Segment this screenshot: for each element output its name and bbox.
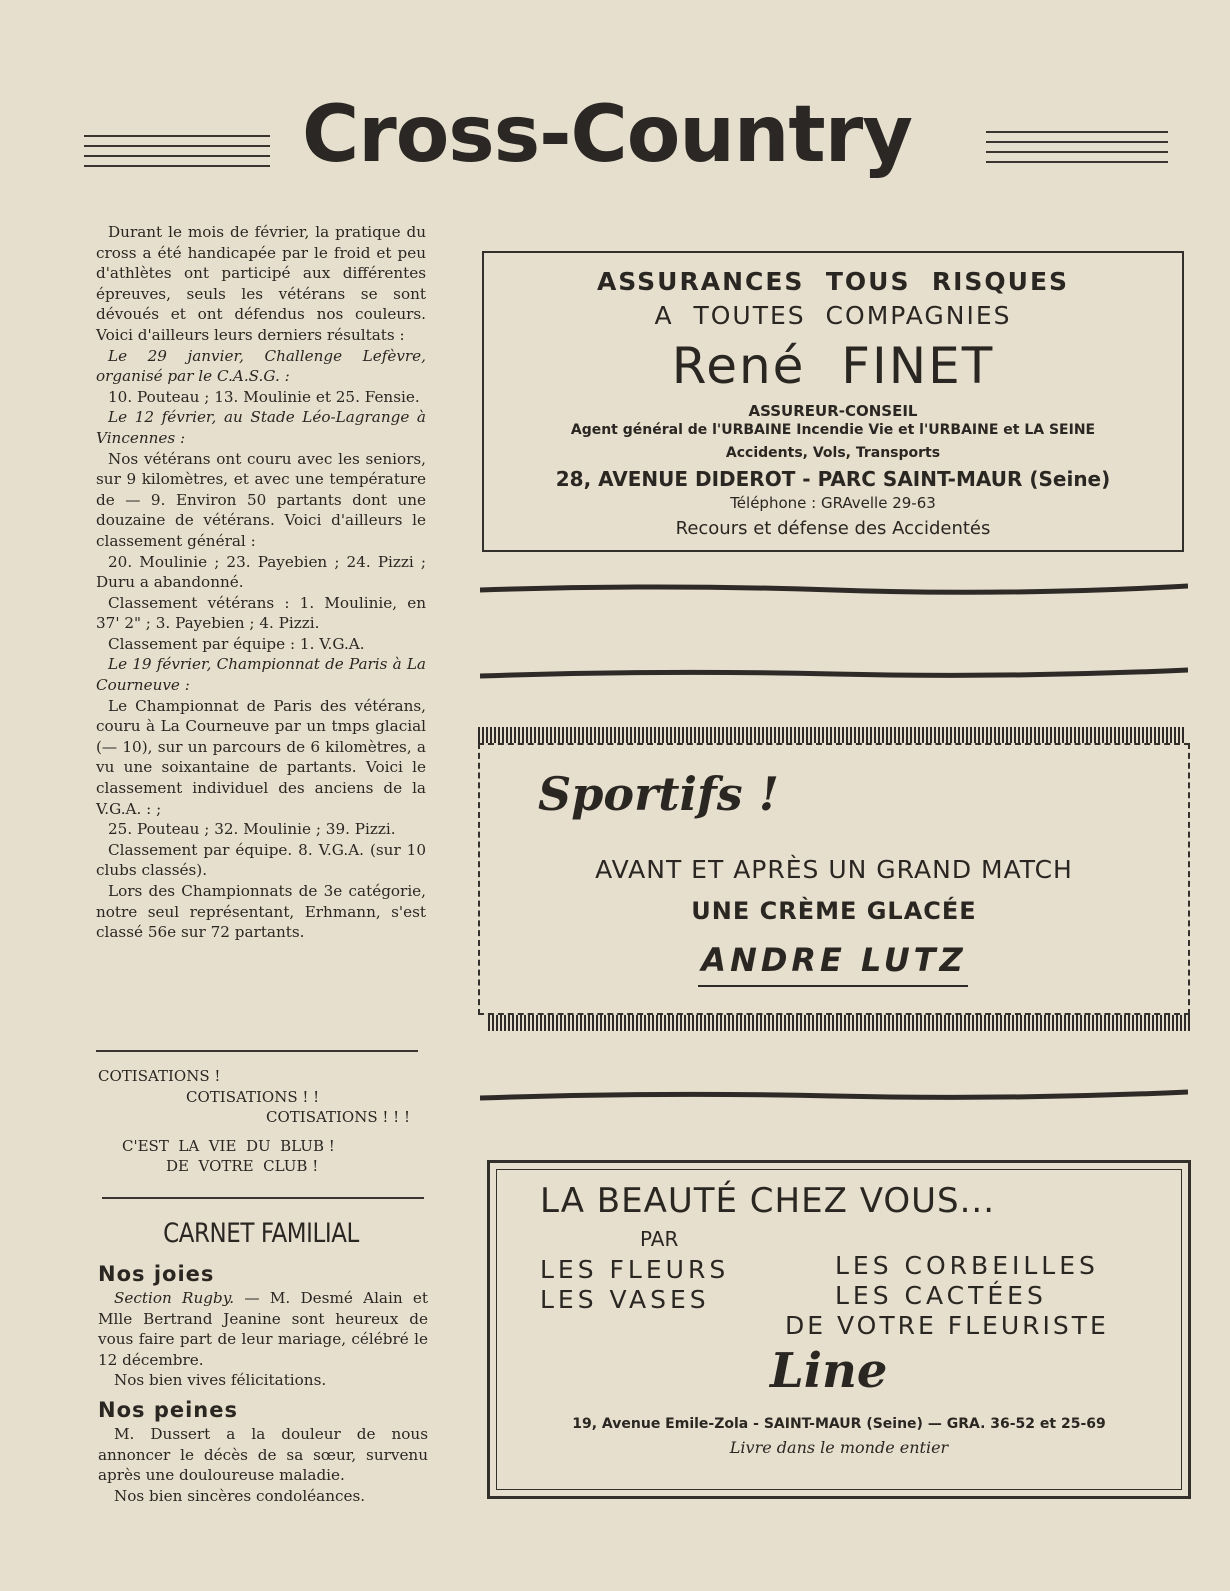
article-paragraph: Lors des Championnats de 3e catégorie, notre seul représentant, Erhmann, s'est classé 56e sur 72 partants.	[96, 882, 426, 942]
ad-lutz-line2: UNE CRÈME GLACÉE	[691, 897, 977, 925]
cotisations-line: COTISATIONS !	[98, 1067, 221, 1085]
joies-body: — M. Desmé Alain et Mlle Bertrand Jeanine sont heureux de vous faire part de leur mariage, célébré le 12 décembre.	[98, 1289, 428, 1369]
joies-text: Section Rugby. — M. Desmé Alain et Mlle Bertrand Jeanine sont heureux de vous faire part de leur mariage, célébré le 12 décembre. Nos bien vives félicitations.	[98, 1289, 428, 1390]
carnet-title: CARNET FAMILIAL	[163, 1218, 359, 1249]
ad-lutz-underline	[698, 985, 968, 987]
ad-line	[487, 1160, 1191, 1499]
ad-line-headline: LA BEAUTÉ CHEZ VOUS...	[540, 1181, 996, 1221]
ad-line-vases: LES VASES	[540, 1285, 710, 1314]
article-paragraph: 10. Pouteau ; 13. Moulinie et 25. Fensie.	[108, 387, 420, 406]
article-paragraph: Classement par équipe. 8. V.G.A. (sur 10 clubs classés).	[96, 840, 426, 880]
ad-line-fleuriste: DE VOTRE FLEURISTE	[785, 1311, 1109, 1340]
ad-lutz-border-top	[478, 727, 1186, 743]
title-rule-left	[84, 135, 270, 175]
ad-finet-address: 28, AVENUE DIDEROT - PARC SAINT-MAUR (Seine)	[555, 467, 1111, 491]
article-paragraph: Durant le mois de février, la pratique du cross a été handicapée par le froid et peu d'athlètes ont participé aux différentes épreuves, seuls les vétérans se sont dévoués et ont défendus nos couleurs. Voici d'ailleurs leurs derniers résultats :	[96, 223, 426, 344]
ad-line-corbeilles: LES CORBEILLES	[835, 1251, 1099, 1280]
article-paragraph: Le 29 janvier, Challenge Lefèvre, organisé par le C.A.S.G. :	[96, 346, 426, 386]
article-body	[96, 222, 426, 943]
ad-lutz	[478, 743, 1190, 1015]
peines-body: M. Dussert a la douleur de nous annoncer le décès de sa sœur, survenu après une douloureuse maladie.	[98, 1425, 428, 1485]
joies-congrats: Nos bien vives félicitations.	[114, 1371, 327, 1390]
wavy-divider	[480, 580, 1188, 600]
cotisations-block	[98, 1066, 428, 1177]
ad-finet-phone: Téléphone : GRAvelle 29-63	[730, 494, 936, 512]
ad-finet-agent: Agent général de l'URBAINE Incendie Vie et l'URBAINE et LA SEINE	[570, 422, 1096, 438]
peines-heading: Nos peines	[98, 1398, 238, 1422]
article-paragraph: Le 12 février, au Stade Léo-Lagrange à Vincennes :	[96, 408, 426, 447]
wavy-divider	[480, 664, 1188, 684]
ad-line-brand: Line	[770, 1343, 888, 1399]
article-paragraph: Classement vétérans : 1. Moulinie, en 37' 2" ; 3. Payebien ; 4. Pizzi.	[96, 593, 426, 633]
cotisations-line: COTISATIONS ! ! !	[266, 1108, 411, 1127]
ad-finet-role: ASSUREUR-CONSEIL	[748, 402, 918, 420]
ad-finet-types: Accidents, Vols, Transports	[725, 445, 941, 461]
article-paragraph: 20. Moulinie ; 23. Payebien ; 24. Pizzi ; Duru a abandonné.	[96, 552, 426, 592]
cotisations-line: DE VOTRE CLUB !	[166, 1157, 319, 1176]
article-paragraph: Nos vétérans ont couru avec les seniors, sur 9 kilomètres, et avec une température de — 9. Environ 50 partants dont une douzaine de vétérans. Voici d'ailleurs le classement général :	[96, 449, 426, 550]
ad-line-fleurs: LES FLEURS	[540, 1255, 730, 1284]
peines-text	[98, 1424, 428, 1506]
ad-line-address: 19, Avenue Emile-Zola - SAINT-MAUR (Seine) — GRA. 36-52 et 25-69	[572, 1416, 1106, 1432]
ad-lutz-headline: Sportifs !	[538, 767, 779, 821]
ad-finet-line1: ASSURANCES TOUS RISQUES	[596, 267, 1070, 296]
joies-heading: Nos joies	[98, 1262, 215, 1286]
article-paragraph: Le 19 février, Championnat de Paris à La Courneuve :	[96, 655, 426, 695]
peines-condolences: Nos bien sincères condoléances.	[114, 1486, 366, 1505]
divider	[96, 1050, 418, 1052]
ad-finet-line2: A TOUTES COMPAGNIES	[654, 301, 1012, 330]
article-paragraph: Le Championnat de Paris des vétérans, couru à La Courneuve par un tmps glacial (— 10), sur un parcours de 6 kilomètres, a vu une soixantaine de partants. Voici le classement individuel des anciens de la V.G.A. : ;	[96, 696, 426, 818]
ad-finet-defense: Recours et défense des Accidentés	[675, 518, 991, 539]
ad-line-tagline: Livre dans le monde entier	[729, 1438, 949, 1457]
page-title: Cross-Country	[302, 90, 913, 180]
ad-line-par: PAR	[640, 1227, 679, 1251]
ad-finet	[482, 251, 1184, 552]
article-paragraph: Classement par équipe : 1. V.G.A.	[108, 634, 365, 653]
ad-line-cactees: LES CACTÉES	[835, 1281, 1047, 1310]
ad-lutz-line1: AVANT ET APRÈS UN GRAND MATCH	[595, 855, 1073, 884]
title-rule-right	[986, 131, 1168, 171]
divider	[102, 1197, 424, 1199]
cotisations-line: C'EST LA VIE DU BLUB !	[122, 1136, 335, 1155]
ad-finet-name: René FINET	[671, 337, 995, 395]
ad-lutz-border-bottom	[488, 1015, 1190, 1031]
ad-lutz-brand: ANDRE LUTZ	[701, 941, 967, 979]
wavy-divider	[480, 1086, 1188, 1106]
cotisations-line: COTISATIONS ! !	[186, 1087, 320, 1106]
article-paragraph: 25. Pouteau ; 32. Moulinie ; 39. Pizzi.	[108, 820, 396, 839]
